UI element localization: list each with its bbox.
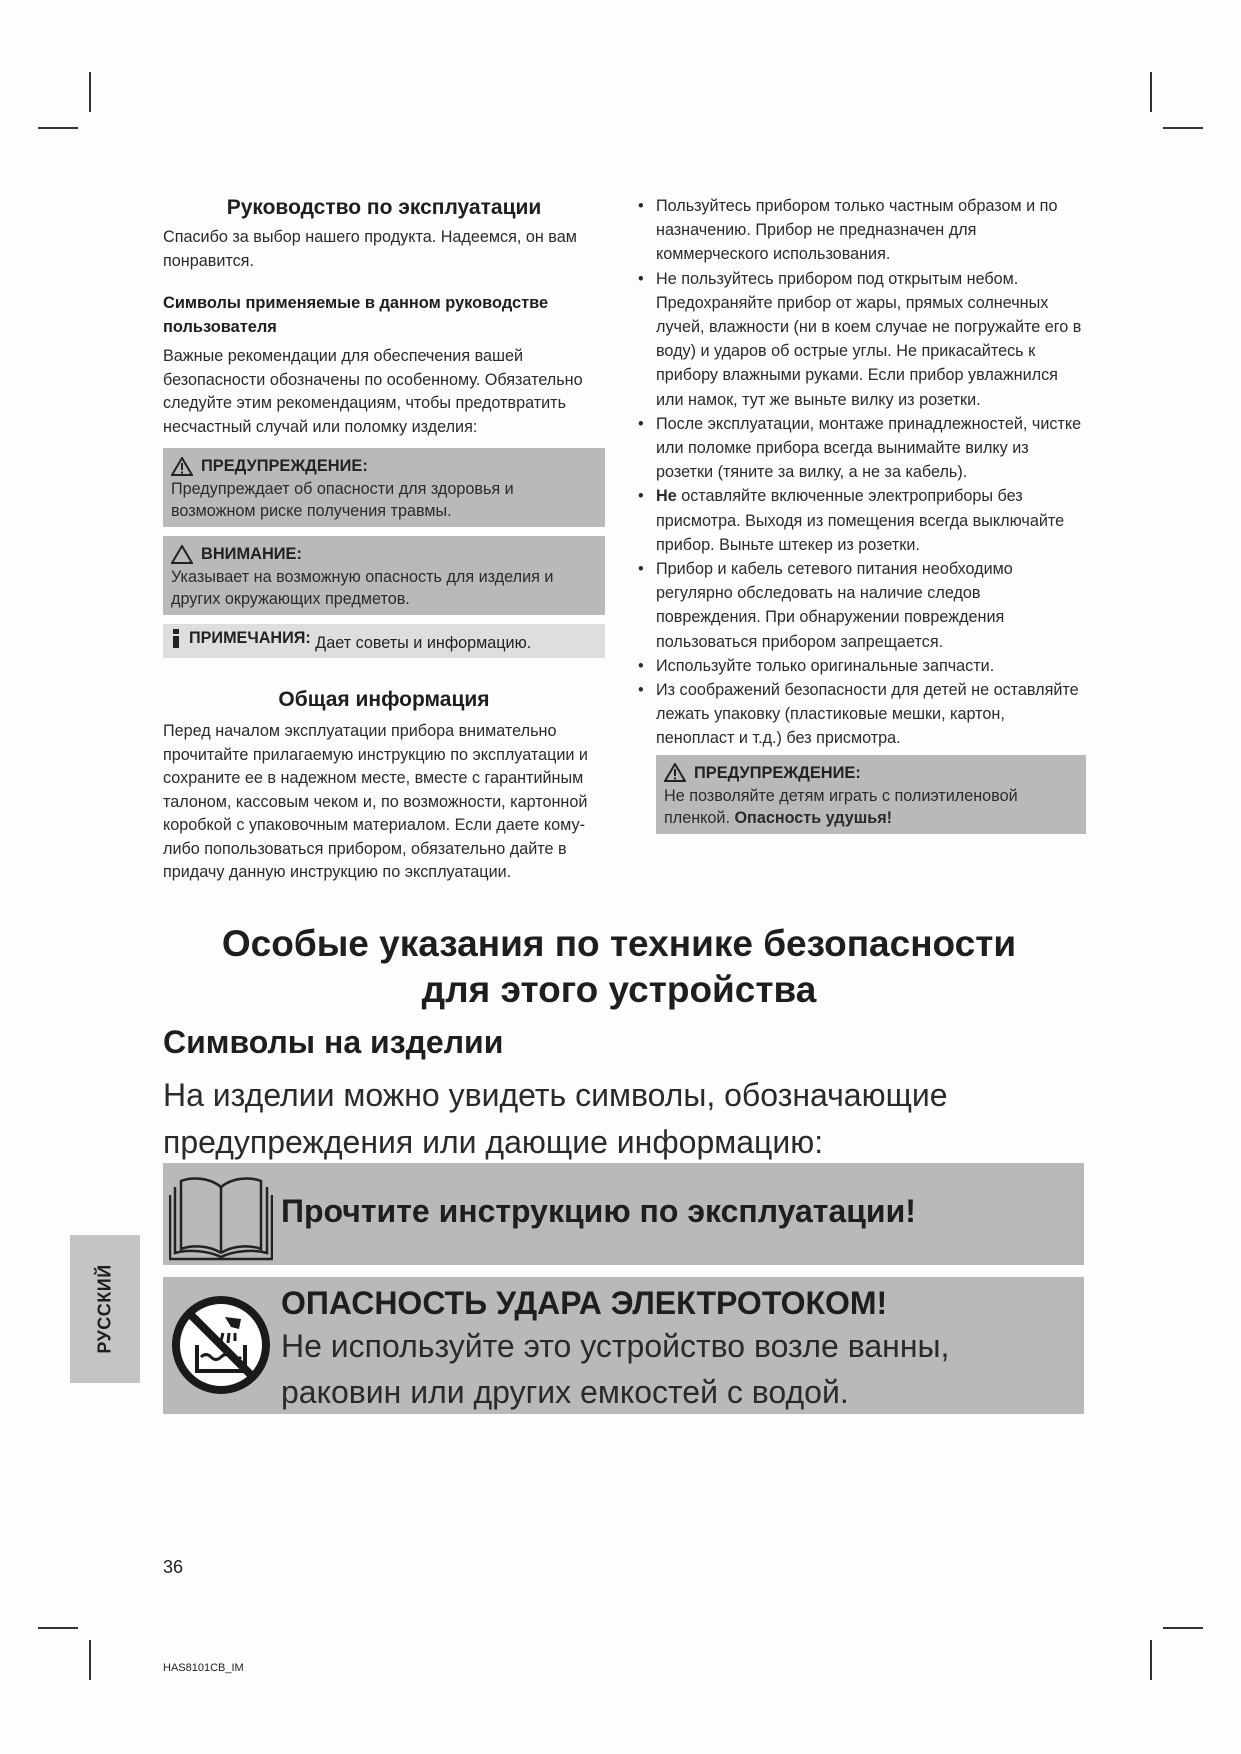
crop-mark (1150, 72, 1152, 112)
read-manual-text: Прочтите инструкцию по эксплуатации! (281, 1193, 916, 1229)
left-column (163, 196, 605, 885)
crop-mark (89, 72, 91, 112)
suffocation-warning: Опасность удушья! (734, 808, 893, 827)
list-item: • Прибор и кабель сетевого питания необходимо регулярно обследовать на наличие следов повреждения. При обнаружении повреждения пользоваться прибором запрещается. (638, 560, 1013, 651)
crop-mark (38, 127, 78, 129)
list-item: • Используйте только оригинальные запчасти. (638, 656, 995, 675)
crop-mark (1163, 127, 1203, 129)
no-water-electric-shock-icon (171, 1295, 271, 1395)
symbols-heading: Символы применяемые в данном руководстве пользователя (163, 294, 549, 336)
page-number: 36 (163, 1557, 184, 1577)
electric-shock-banner (163, 1277, 1084, 1414)
child-warning-box (656, 755, 1086, 834)
note-box (163, 624, 605, 658)
product-symbols-text: На изделии можно увидеть символы, обозначающие предупреждения или дающие информацию: (163, 1077, 948, 1160)
safety-title-line-1: Особые указания по технике безопасности (221, 923, 1017, 964)
crop-mark (89, 1640, 91, 1680)
list-item: • После эксплуатации, монтаже принадлежностей, чистке или поломке прибора всегда вынимайте вилку из розетки (тяните за вилку, а не за кабель). (638, 414, 1082, 482)
language-tab (70, 1235, 140, 1383)
warning-text: Предупреждает об опасности для здоровья и возможном риске получения травмы. (171, 480, 514, 520)
crop-mark (1163, 1627, 1203, 1629)
warning-triangle-icon (664, 763, 686, 782)
safety-title-line-2: для этого устройства (421, 969, 817, 1010)
caution-triangle-icon (171, 545, 193, 564)
general-title: Общая информация (278, 688, 490, 711)
warning-title: ПРЕДУПРЕЖДЕНИЕ: (201, 457, 368, 475)
read-manual-banner (163, 1163, 1084, 1265)
open-book-icon (169, 1167, 273, 1261)
manual-title: Руководство по эксплуатации (226, 196, 542, 219)
product-symbols-heading: Символы на изделии (163, 1024, 504, 1060)
right-column (638, 194, 1086, 834)
child-warning-text: Не позволяйте детям играть с полиэтиленовой пленкой. Опасность удушья! (664, 786, 1018, 827)
list-item: • Пользуйтесь прибором только частным образом и по назначению. Прибор не предназначен для коммерческого использования. (638, 197, 1058, 264)
caution-box (163, 536, 605, 615)
symbols-text: Важные рекомендации для обеспечения вашей безопасности обозначены по особенному. Обязательно следуйте этим рекомендациям, чтобы предотвратить несчастный случай или поломку изделия: (163, 347, 583, 436)
electric-shock-text: Не используйте это устройство возле ванны, раковин или других емкостей с водой. (281, 1328, 950, 1410)
list-item: • Не пользуйтесь прибором под открытым небом. Предохраняйте прибор от жары, прямых солнечных лучей, влажности (ни в коем случае не погружайте его в воду) и ударов об острые углы. Не прикасайтесь к прибору влажными руками. Если прибор увлажнился или намок, тут же выньте вилку из розетки. (638, 269, 1082, 409)
document-code: HAS8101CB_IM (163, 1662, 244, 1674)
note-text: Дает советы и информацию. (310, 634, 532, 652)
caution-title: ВНИМАНИЕ: (201, 545, 302, 563)
electric-shock-title: ОПАСНОСТЬ УДАРА ЭЛЕКТРОТОКОМ! (281, 1285, 888, 1321)
note-title: ПРИМЕЧАНИЯ: (189, 629, 311, 647)
info-icon (171, 629, 181, 648)
list-item: • Из соображений безопасности для детей не оставляйте лежать упаковку (пластиковые мешки, картон, пенопласт и т.д.) без присмотра. (638, 681, 1079, 748)
crop-mark (38, 1627, 78, 1629)
crop-mark (1150, 1640, 1152, 1680)
child-warning-title: ПРЕДУПРЕЖДЕНИЕ: (694, 763, 861, 782)
warning-box (163, 448, 605, 527)
language-tab-label: РУССКИЙ (94, 1264, 115, 1354)
intro-text: Спасибо за выбор нашего продукта. Надеемся, он вам понравится. (163, 228, 577, 270)
caution-text: Указывает на возможную опасность для изделия и других окружающих предметов. (171, 568, 554, 608)
list-item: • Не оставляйте включенные электроприборы без присмотра. Выходя из помещения всегда выключайте прибор. Выньте штекер из розетки. (638, 487, 1065, 554)
warning-triangle-icon (171, 457, 193, 476)
general-text: Перед началом эксплуатации прибора внимательно прочитайте прилагаемую инструкцию по эксплуатации и сохраните ее в надежном месте, вместе с гарантийным талоном, кассовым чеком и, по возможности, картонной коробкой с упаковочным материалом. Если даете кому-либо попользоваться прибором, обязательно дайте в придачу данную инструкцию по эксплуатации. (163, 722, 588, 881)
